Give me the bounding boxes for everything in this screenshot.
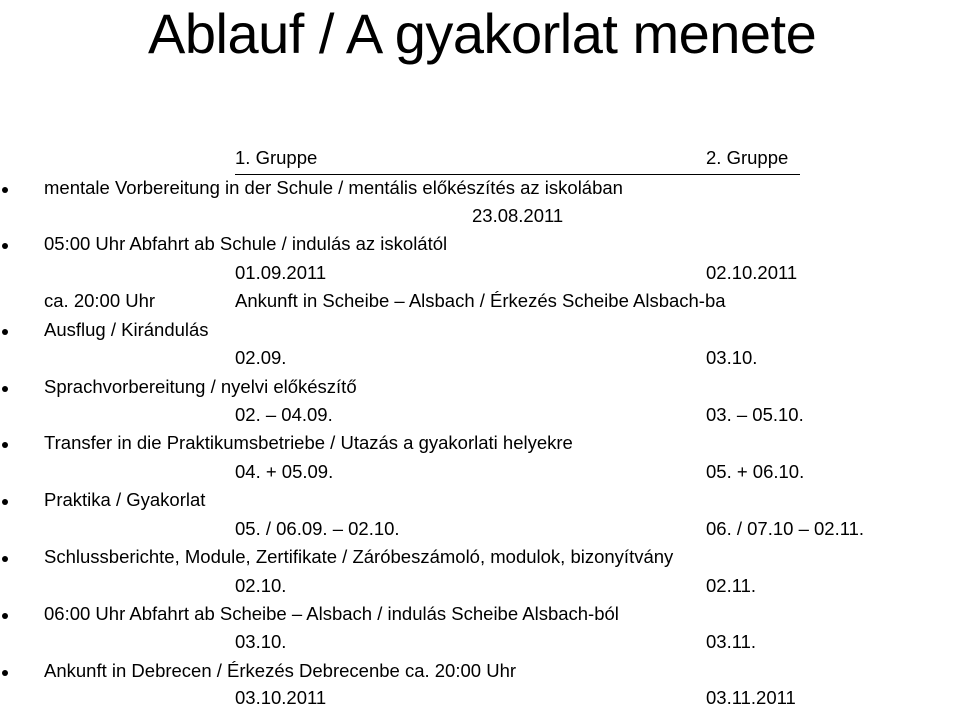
header-underline: [235, 174, 800, 175]
item-date-group1: 02.10.: [235, 575, 287, 596]
slide-title: Ablauf / A gyakorlat menete: [148, 2, 817, 65]
bullet-icon: [2, 670, 8, 676]
item-date-group1: 01.09.2011: [235, 262, 327, 283]
item-date-group2: 05. + 06.10.: [706, 461, 805, 482]
item-text: Transfer in die Praktikumsbetriebe / Utazás a gyakorlati helyekre: [44, 432, 573, 453]
item-date-group2: 03.11.2011: [706, 687, 796, 708]
item-date-group1: 02.09.: [235, 347, 287, 368]
item-text: Ankunft in Scheibe – Alsbach / Érkezés Scheibe Alsbach-ba: [235, 290, 726, 311]
item-text: Sprachvorbereitung / nyelvi előkészítő: [44, 376, 357, 397]
group1-header: 1. Gruppe: [235, 147, 318, 168]
item-text: Schlussberichte, Module, Zertifikate / Záróbeszámoló, modulok, bizonyítvány: [44, 546, 674, 567]
item-date-group1: 03.10.2011: [235, 687, 327, 708]
item-text: Ankunft in Debrecen / Érkezés Debrecenbe ca. 20:00 Uhr: [44, 660, 517, 681]
group2-header: 2. Gruppe: [706, 147, 789, 168]
item-text: 06:00 Uhr Abfahrt ab Scheibe – Alsbach / indulás Scheibe Alsbach-ból: [44, 603, 619, 624]
bullet-icon: [2, 442, 8, 448]
item-date-group2: 03. – 05.10.: [706, 404, 804, 425]
item-text: Ausflug / Kirándulás: [44, 319, 209, 340]
item-date-group1: 03.10.: [235, 631, 287, 652]
item-date-group2: 03.10.: [706, 347, 758, 368]
item-date-group1: 05. / 06.09. – 02.10.: [235, 518, 400, 539]
bullet-icon: [2, 329, 8, 335]
item-text: Praktika / Gyakorlat: [44, 489, 206, 510]
bullet-icon: [2, 243, 8, 249]
item-time: ca. 20:00 Uhr: [44, 290, 156, 311]
item-text: 05:00 Uhr Abfahrt ab Schule / indulás az iskolától: [44, 233, 448, 254]
item-date-group2: 06. / 07.10 – 02.11.: [706, 518, 865, 539]
item-date-group2: 02.10.2011: [706, 262, 798, 283]
bullet-icon: [2, 556, 8, 562]
bullet-icon: [2, 187, 8, 193]
bullet-icon: [2, 499, 8, 505]
item-date-group1: 23.08.2011: [472, 205, 564, 226]
item-date-group2: 02.11.: [706, 575, 757, 596]
item-date-group2: 03.11.: [706, 631, 757, 652]
item-date-group1: 04. + 05.09.: [235, 461, 334, 482]
item-date-group1: 02. – 04.09.: [235, 404, 333, 425]
bullet-icon: [2, 386, 8, 392]
item-text: mentale Vorbereitung in der Schule / mentális előkészítés az iskolában: [44, 177, 623, 198]
bullet-icon: [2, 613, 8, 619]
